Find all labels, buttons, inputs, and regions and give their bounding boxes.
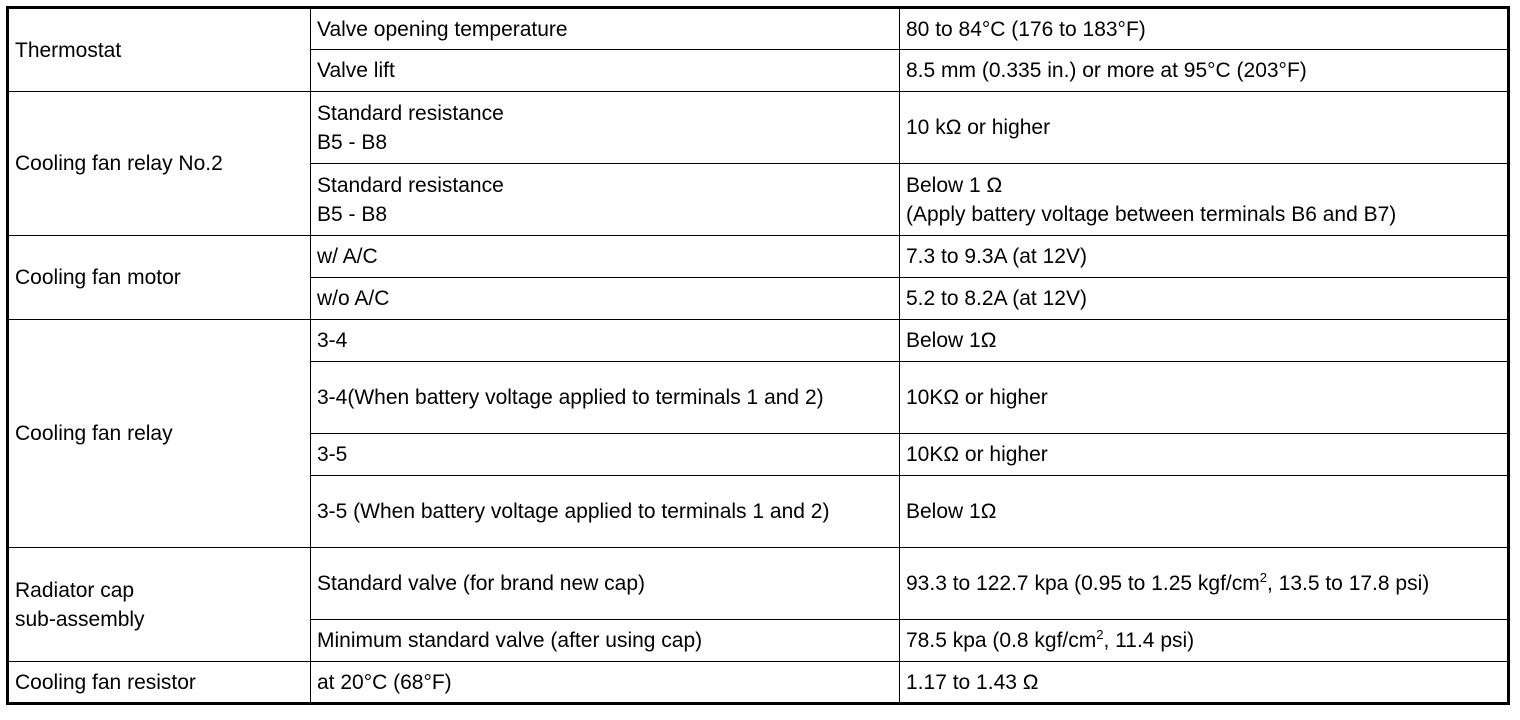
item-cell bbox=[311, 92, 900, 164]
table-row bbox=[8, 320, 1509, 362]
component-line: Radiator cap bbox=[15, 578, 135, 602]
item-cell: Standard valve (for brand new cap) bbox=[311, 548, 900, 620]
table-row bbox=[8, 8, 1509, 50]
value-text: 93.3 to 122.7 kpa (0.95 to 1.25 kgf/cm bbox=[906, 572, 1260, 595]
table-row bbox=[8, 548, 1509, 620]
component-cell: Thermostat bbox=[8, 8, 311, 92]
component-cell: Cooling fan resistor bbox=[8, 662, 311, 704]
item-cell bbox=[311, 164, 900, 236]
table-row bbox=[8, 662, 1509, 704]
component-cell: Cooling fan motor bbox=[8, 236, 311, 320]
item-cell: w/ A/C bbox=[311, 236, 900, 278]
value-cell: 10 kΩ or higher bbox=[900, 92, 1509, 164]
item-cell: 3-5 (When battery voltage applied to terminals 1 and 2) bbox=[311, 476, 900, 548]
item-cell: at 20°C (68°F) bbox=[311, 662, 900, 704]
component-cell: Cooling fan relay No.2 bbox=[8, 92, 311, 236]
item-cell: w/o A/C bbox=[311, 278, 900, 320]
value-text: 78.5 kpa (0.8 kgf/cm bbox=[906, 629, 1097, 652]
item-cell: Valve lift bbox=[311, 50, 900, 92]
value-line: (Apply battery voltage between terminals B6 and B7) bbox=[906, 202, 1397, 226]
item-cell: 3-4 bbox=[311, 320, 900, 362]
component-cell: Cooling fan relay bbox=[8, 320, 311, 548]
superscript: 2 bbox=[1259, 570, 1267, 585]
item-cell: Valve opening temperature bbox=[311, 8, 900, 50]
superscript: 2 bbox=[1096, 627, 1104, 642]
item-line: Standard resistance bbox=[317, 173, 504, 197]
component-cell bbox=[8, 548, 311, 662]
item-cell: 3-4(When battery voltage applied to terminals 1 and 2) bbox=[311, 362, 900, 434]
table-row bbox=[8, 236, 1509, 278]
value-text: , 13.5 to 17.8 psi) bbox=[1266, 572, 1430, 595]
component-line: sub-assembly bbox=[15, 607, 145, 631]
value-text: , 11.4 psi) bbox=[1103, 629, 1195, 652]
cooling-system-spec-table bbox=[6, 6, 1510, 705]
value-cell: Below 1Ω bbox=[900, 476, 1509, 548]
value-cell: 7.3 to 9.3A (at 12V) bbox=[900, 236, 1509, 278]
value-cell: 80 to 84°C (176 to 183°F) bbox=[900, 8, 1509, 50]
value-cell bbox=[900, 164, 1509, 236]
value-cell bbox=[900, 548, 1509, 620]
table-row bbox=[8, 92, 1509, 164]
item-cell: Minimum standard valve (after using cap) bbox=[311, 620, 900, 662]
value-cell: 5.2 to 8.2A (at 12V) bbox=[900, 278, 1509, 320]
item-cell: 3-5 bbox=[311, 434, 900, 476]
item-line: B5 - B8 bbox=[317, 202, 388, 226]
value-cell: 8.5 mm (0.335 in.) or more at 95°C (203°F) bbox=[900, 50, 1509, 92]
item-line: B5 - B8 bbox=[317, 130, 388, 154]
value-cell bbox=[900, 620, 1509, 662]
value-cell: 10KΩ or higher bbox=[900, 434, 1509, 476]
value-cell: 10KΩ or higher bbox=[900, 362, 1509, 434]
value-cell: Below 1Ω bbox=[900, 320, 1509, 362]
item-line: Standard resistance bbox=[317, 101, 504, 125]
value-cell: 1.17 to 1.43 Ω bbox=[900, 662, 1509, 704]
value-line: Below 1 Ω bbox=[906, 173, 1003, 197]
